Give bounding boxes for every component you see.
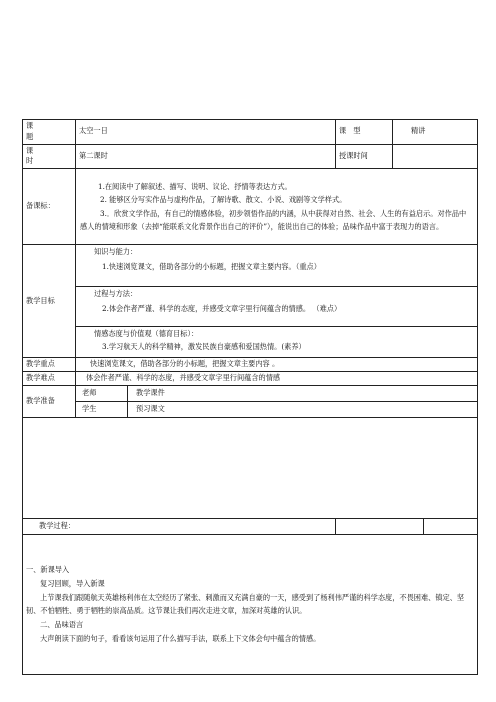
- standard-line-2: 2. 能够区分写实作品与虚构作品，了解诗歌、散文、小说、戏剧等文学样式。: [100, 195, 347, 205]
- objective-group-1: [76, 245, 478, 287]
- period-value: 第二课时: [76, 144, 336, 169]
- period-label: 课 时: [23, 144, 76, 169]
- standards-label: 备课标：: [23, 169, 76, 245]
- topic-label: 课 题: [23, 120, 76, 145]
- difficulty-value: 体会作者严谨、科学的态度，并感受文章字里行间蕴含的情感: [76, 371, 478, 385]
- objectives-label: 教学目标: [23, 245, 76, 358]
- time-value: [393, 144, 478, 169]
- prep-label: 教学准备: [23, 385, 76, 417]
- key-point-value: 快速浏览课文，借助各部分的小标题，把握文章主要内容 。: [76, 358, 478, 372]
- standard-line-1: 1.在阅读中了解叙述、描写、说明、议论、抒情等表达方式。: [98, 182, 292, 192]
- prep-what-teacher: 教学课件: [128, 385, 478, 401]
- topic-value: 太空一日: [76, 120, 336, 145]
- objective-item-1: 1.快速浏览课文，借助各部分的小标题，把握文章主要内容。（重点）: [102, 261, 321, 271]
- blank-area: [23, 417, 478, 518]
- process-blank-2: [424, 518, 478, 534]
- objective-head-2: 过程与方法：: [94, 289, 138, 299]
- objective-head-3: 情感态度与价值观（德育目标）：: [94, 329, 199, 339]
- difficulty-label: 教学难点: [23, 371, 76, 385]
- prep-who-student: 学生: [76, 401, 128, 417]
- process-paragraph-1: 上节课我们跟随航天英雄杨利伟在太空经历了紧张、刺激而又充满自豪的一天，感受到了杨利伟严谨的科学态度，不畏困难、镇定、坚韧、不怕牺牲、勇于牺牲的崇高品质。这节课让我们再次走进文章，加深对英雄的认识。: [26, 592, 465, 616]
- type-value: 精讲: [393, 120, 478, 145]
- process-section-2: 二、品味语言: [40, 619, 84, 629]
- objective-group-3: [76, 327, 478, 358]
- standards-content: [76, 169, 478, 245]
- objective-head-1: 知识与能力：: [94, 247, 138, 257]
- process-step-1: 复习回顾，导入新课: [40, 578, 105, 588]
- process-content: [23, 534, 478, 674]
- prep-who-teacher: 老师: [76, 385, 128, 401]
- process-blank-1: [336, 518, 424, 534]
- process-section-1: 一、新课导入: [26, 564, 70, 574]
- prep-what-student: 预习课文: [128, 401, 478, 417]
- objective-group-2: [76, 287, 478, 327]
- objective-item-2: 2.体会作者严谨、科学的态度，并感受文章字里行间蕴含的情感。 （难点）: [102, 303, 342, 313]
- objective-item-3: 3.学习航天人的科学精神，激发民族自豪感和爱国热情。(素养）: [102, 341, 306, 351]
- process-label: 教学过程：: [23, 518, 336, 534]
- process-paragraph-2: 大声朗读下面的句子，看看该句运用了什么描写手法，联系上下文体会句中蕴含的情感。: [40, 633, 321, 643]
- type-label: 课 型: [336, 120, 393, 145]
- lesson-plan-table: [22, 119, 478, 675]
- time-label: 授课时间: [336, 144, 393, 169]
- standard-line-3: 3.．欣赏文学作品，有自己的情感体验，初步领悟作品的内涵，从中获得对自然、社会、人生的有益启示。对作品中感人的情境和形象（去掉“能联系文化背景作出自己的评价”），能说出自己的体验；品味作品中富于表现力的语言。: [80, 208, 467, 231]
- key-point-label: 教学重点: [23, 358, 76, 372]
